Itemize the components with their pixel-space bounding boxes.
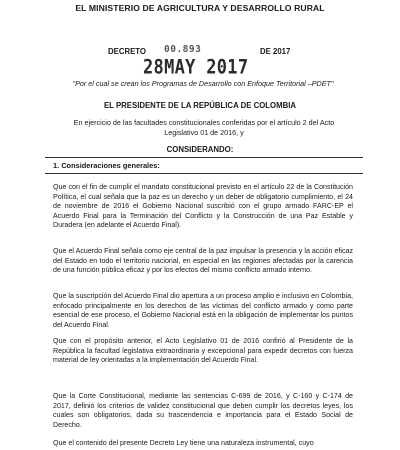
paragraph: Que con el propósito anterior, el Acto Legislativo 01 de 2016 confirió al Presidente de la República la facultad legislativa extraordinaria y excepcional para expedir decretos con fuerza material de ley orientadas a la implementación del Acuerdo Final. [53,337,353,365]
decree-number-stamp: 00.893 [164,44,202,55]
section-divider-top [45,157,363,158]
paragraph: Que el contenido del presente Decreto Ley tiene una naturaleza instrumental, cuyo [53,439,314,447]
paragraph: Que la suscripción del Acuerdo Final dio apertura a un proceso amplio e inclusivo en Colombia, enfocado principalmente en los derechos de las víctimas del conflicto armado y como parte esencial de ese proceso, el Gobierno Nacional está en la obligación de implementar los puntos del Acuerdo Final. [53,292,353,329]
section-divider-bottom [45,173,363,174]
date-stamp: 28MAY 2017 [143,56,249,79]
paragraph: Que el Acuerdo Final señala como eje central de la paz impulsar la presencia y la acción eficaz del Estado en todo el territorio nacional, en especial en las regiones afectadas por la carencia de una función pública eficaz y por los efectos del mismo conflicto armado interno. [53,247,353,275]
paragraph: Que la Corte Constitucional, mediante las sentencias C-699 de 2016, y C-160 y C-174 de 2017, definió los criterios de validez constitucional que deben cumplir los decretos leyes, los cuales son obligatorios, dada su trascendencia e importancia para el Estado Social de Derecho. [53,392,353,429]
decree-label: DECRETO [108,47,146,56]
decree-year: DE 2017 [260,47,291,56]
preamble-text: En ejercicio de las facultades constitucionales conferidas por el artículo 2 del Acto Legislativo 01 de 2016, y [73,118,335,137]
paragraph: Que con el fin de cumplir el mandato constitucional previsto en el artículo 22 de la Constitución Política, el cual señala que la paz es un derecho y un deber de obligatorio cumplimiento, el 24 de noviembre de 2016 el Gobierno Nacional suscribió con el grupo armado FARC-EP el Acuerdo Final para la Terminación del Conflicto y la Construcción de una Paz Estable y Duradera (en adelante el Acuerdo Final). [53,183,353,230]
president-heading: EL PRESIDENTE DE LA REPÚBLICA DE COLOMBIA [103,101,297,110]
section-title: 1. Consideraciones generales: [53,161,160,170]
ministry-heading: EL MINISTERIO DE AGRICULTURA Y DESARROLLO RURAL [75,3,325,13]
decree-subtitle: "Por el cual se crean los Programas de Desarrollo con Enfoque Territorial –PDET" [72,79,334,88]
considerando-heading: CONSIDERANDO: [166,145,234,154]
